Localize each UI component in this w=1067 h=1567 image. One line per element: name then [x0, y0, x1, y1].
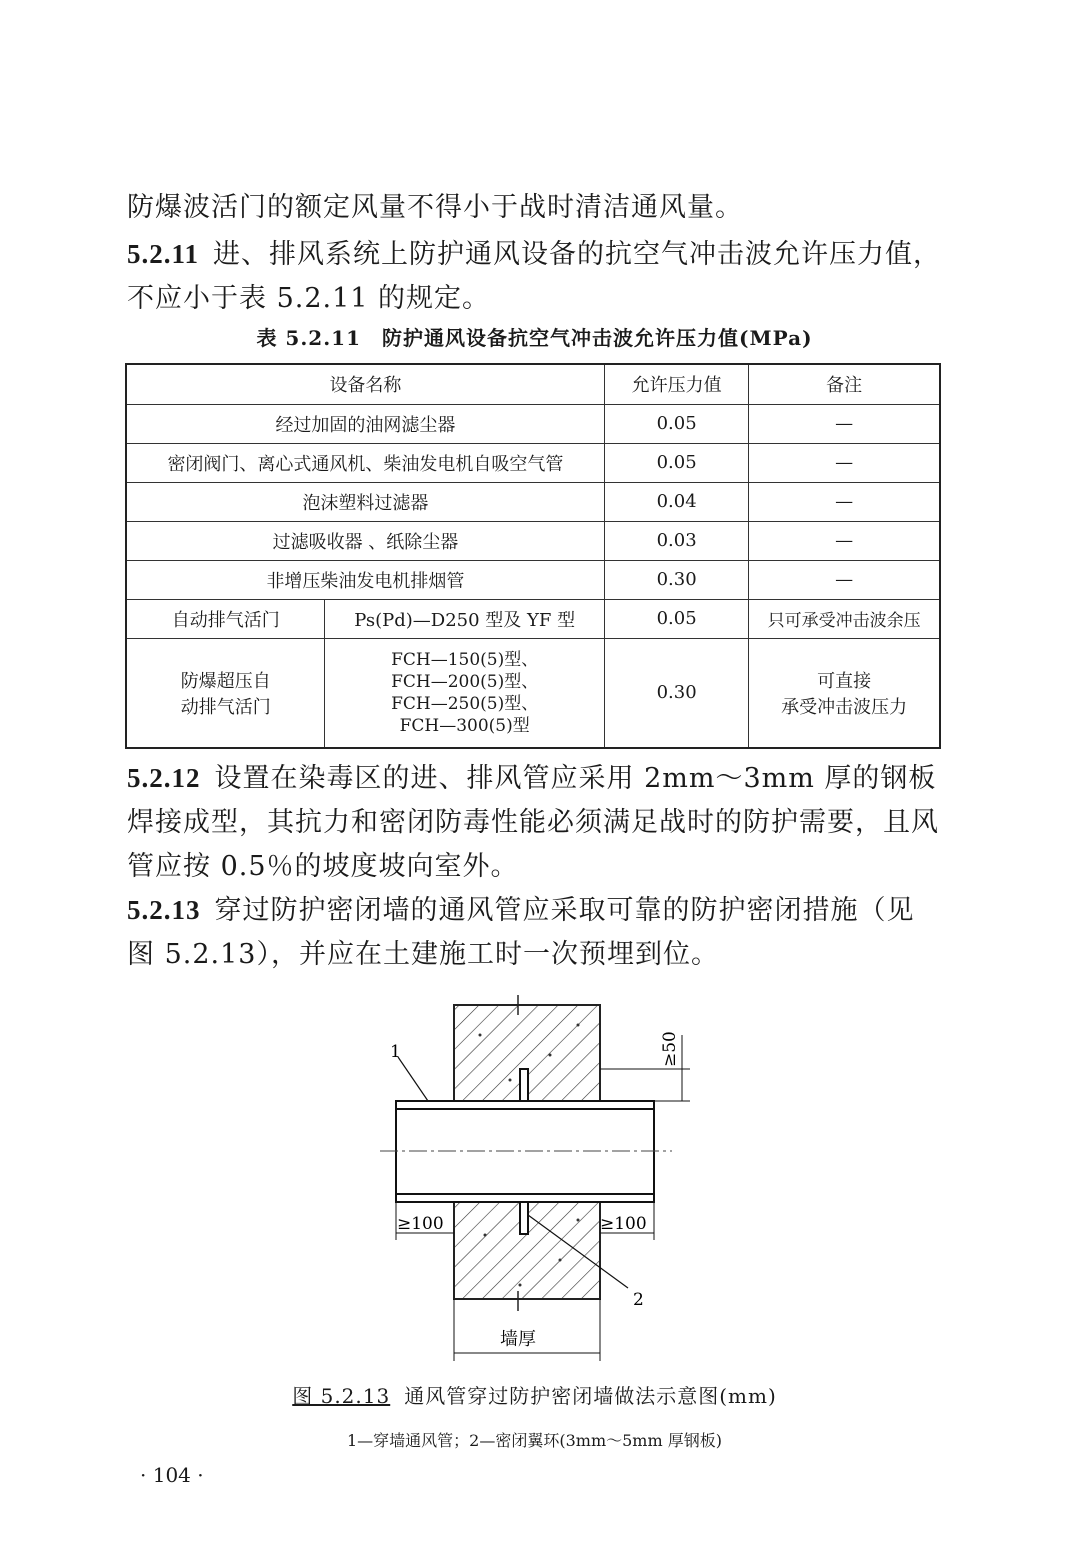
cell-value: 0.30 [604, 638, 748, 748]
cell-note: — [749, 560, 940, 599]
clause-number: 5.2.13 [127, 895, 201, 925]
table-row [126, 404, 940, 443]
pressure-table [125, 363, 941, 749]
sealing-flange-top [520, 1069, 528, 1101]
table-row [126, 482, 940, 521]
table-row [126, 521, 940, 560]
header-device-name: 设备名称 [126, 364, 604, 404]
dim-left-label: ≥100 [397, 1214, 444, 1234]
cell-note: 只可承受冲击波余压 [749, 599, 940, 638]
header-allowed-pressure: 允许压力值 [604, 364, 748, 404]
figure-caption [127, 1380, 942, 1409]
table-row [126, 599, 940, 638]
clause-text: 设置在染毒区的进、排风管应采用 2mm～3mm 厚的钢板焊接成型，其抗力和密闭防毒性能必须满足战时的防护需要，且风管应按 0.5％的坡度坡向室外。 [127, 763, 939, 882]
cell-note: — [749, 443, 940, 482]
label-1: 1 [390, 1042, 401, 1062]
cell-value: 0.05 [604, 443, 748, 482]
table-row [126, 443, 940, 482]
cell-device: 非增压柴油发电机排烟管 [126, 560, 604, 599]
table-row [126, 638, 940, 748]
cell-model: Ps(Pd)—D250 型及 YF 型 [325, 599, 604, 638]
clause-number: 5.2.12 [127, 763, 201, 793]
cell-note: — [749, 521, 940, 560]
clause-5-2-13 [127, 888, 942, 977]
device-line: 动排气活门 [180, 696, 271, 718]
cell-value: 0.30 [604, 560, 748, 599]
cell-device: 经过加固的油网滤尘器 [126, 404, 604, 443]
cell-value: 0.05 [604, 404, 748, 443]
dim-right-label: ≥100 [600, 1214, 647, 1234]
clause-5-2-12 [127, 756, 942, 889]
cell-value: 0.05 [604, 599, 748, 638]
duct [380, 1101, 672, 1202]
figure-number: 图 5.2.13 [292, 1384, 391, 1408]
page-number: · 104 · [140, 1463, 204, 1487]
paragraph-text: 防爆波活门的额定风量不得小于战时清洁通风量。 [127, 192, 743, 223]
clause-text: 穿过防护密闭墙的通风管应采取可靠的防护密闭措施（见图 5.2.13），并应在土建施工时一次预埋到位。 [127, 895, 915, 970]
device-line: 防爆超压自 [180, 670, 271, 692]
cell-note: — [749, 482, 940, 521]
table-header-row [126, 364, 940, 404]
note-line: 可直接 [817, 670, 872, 692]
table-row [126, 560, 940, 599]
model-line: FCH—250(5)型、 [391, 693, 539, 714]
sealing-flange-bottom [520, 1202, 528, 1234]
cell-device: 密闭阀门、离心式通风机、柴油发电机自吸空气管 [126, 443, 604, 482]
cell-value: 0.03 [604, 521, 748, 560]
model-line: FCH—300(5)型 [399, 715, 530, 736]
label-2: 2 [633, 1290, 644, 1310]
note-line: 承受冲击波压力 [781, 696, 908, 718]
cell-device: 泡沫塑料过滤器 [126, 482, 604, 521]
paragraph-continued [127, 186, 942, 230]
cell-note: — [749, 404, 940, 443]
cell-device [126, 638, 325, 748]
figure-title: 通风管穿过防护密闭墙做法示意图(mm) [404, 1384, 777, 1408]
clause-number: 5.2.11 [127, 239, 200, 269]
model-line: FCH—150(5)型、 [391, 649, 539, 670]
duct-through-wall-figure [350, 995, 690, 1365]
figure-note: 1—穿墙通风管；2—密闭翼环(3mm～5mm 厚钢板) [347, 1431, 722, 1450]
dim-top-label: ≥50 [660, 1031, 680, 1067]
clause-text: 进、排风系统上防护通风设备的抗空气冲击波允许压力值，不应小于表 5.2.11 的规定。 [127, 239, 942, 314]
leader-line-1 [398, 1057, 428, 1101]
table-title: 表 5.2.11 防护通风设备抗空气冲击波允许压力值(MPa) [256, 326, 813, 350]
cell-device: 自动排气活门 [126, 599, 325, 638]
model-line: FCH—200(5)型、 [391, 671, 539, 692]
cell-note [749, 638, 940, 748]
header-remarks: 备注 [749, 364, 940, 404]
cell-device: 过滤吸收器 、纸除尘器 [126, 521, 604, 560]
clause-5-2-11 [127, 232, 942, 321]
cell-value: 0.04 [604, 482, 748, 521]
cell-model [325, 638, 604, 748]
dim-wall-label: 墙厚 [500, 1329, 536, 1350]
